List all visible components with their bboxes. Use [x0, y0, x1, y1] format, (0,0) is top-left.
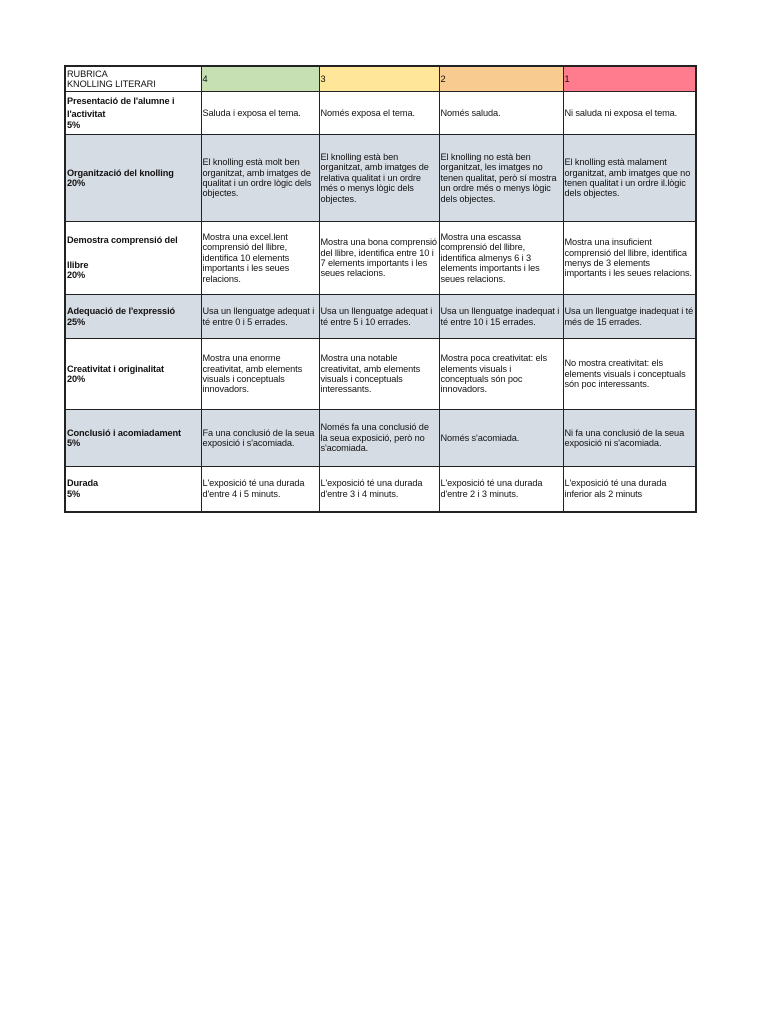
- criterion-name-cont: l'activitat: [67, 109, 106, 120]
- level-header-2: 2: [439, 66, 563, 92]
- descriptor-cell: L'exposició té una durada d'entre 4 i 5 minuts.: [201, 467, 319, 512]
- descriptor-cell: Mostra una notable creativitat, amb elements visuals i conceptuals interessants.: [319, 339, 439, 410]
- descriptor-cell: Mostra poca creativitat: els elements visuals i conceptuals són poc innovadors.: [439, 339, 563, 410]
- rubric-title-line1: RUBRICA: [67, 69, 108, 79]
- rubric-title-line2: KNOLLING LITERARI: [67, 79, 156, 89]
- criterion-cell: [65, 92, 201, 135]
- criterion-cell: [65, 467, 201, 512]
- criterion-cell: [65, 295, 201, 339]
- descriptor-cell: Usa un llenguatge inadequat i té més de 15 errades.: [563, 295, 696, 339]
- descriptor-cell: Saluda i exposa el tema.: [201, 92, 319, 135]
- criterion-weight: 20%: [67, 178, 86, 188]
- criterion-weight: 25%: [67, 316, 86, 327]
- descriptor-cell: L'exposició té una durada inferior als 2 minuts: [563, 467, 696, 512]
- criterion-row-durada: [65, 467, 696, 512]
- criterion-row-comprensio: [65, 222, 696, 295]
- descriptor-cell: Usa un llenguatge adequat i té entre 0 i 5 errades.: [201, 295, 319, 339]
- descriptor-cell: Mostra una excel.lent comprensió del llibre, identifica 10 elements importants i les seues relacions.: [201, 222, 319, 295]
- criterion-row-creativitat: [65, 339, 696, 410]
- descriptor-cell: El knolling està ben organitzat, amb imatges de relativa qualitat i un ordre més o menys lògic dels objectes.: [319, 135, 439, 222]
- descriptor-cell: Només exposa el tema.: [319, 92, 439, 135]
- header-row: [65, 66, 696, 92]
- criterion-row-organitzacio: [65, 135, 696, 222]
- criterion-name: Organització del knolling: [67, 167, 174, 178]
- descriptor-cell: Usa un llenguatge adequat i té entre 5 i 10 errades.: [319, 295, 439, 339]
- descriptor-cell: Mostra una insuficient comprensió del llibre, identifica menys de 3 elements importants i les seues relacions.: [563, 222, 696, 295]
- criterion-name: Conclusió i acomiadament: [67, 427, 182, 438]
- criterion-cell: [65, 339, 201, 410]
- descriptor-cell: El knolling està molt ben organitzat, amb imatges de qualitat i un ordre lògic dels objectes.: [201, 135, 319, 222]
- criterion-cell: [65, 222, 201, 295]
- criterion-row-adequacio: [65, 295, 696, 339]
- criterion-weight: 5%: [67, 119, 81, 130]
- level-header-3: 3: [319, 66, 439, 92]
- criterion-name: Creativitat i originalitat: [67, 363, 164, 374]
- level-header-1: 1: [563, 66, 696, 92]
- descriptor-cell: Usa un llenguatge inadequat i té entre 10 i 15 errades.: [439, 295, 563, 339]
- criterion-weight: 5%: [67, 488, 81, 499]
- criterion-name: Demostra comprensió del: [67, 235, 178, 246]
- descriptor-cell: El knolling no està ben organitzat, les imatges no tenen qualitat, però sí mostra un ordre més o menys lògic dels objectes.: [439, 135, 563, 222]
- descriptor-cell: Només s'acomiada.: [439, 410, 563, 467]
- descriptor-cell: Mostra una bona comprensió del llibre, identifica entre 10 i 7 elements importants i les seues relacions.: [319, 222, 439, 295]
- criterion-name: Adequació de l'expressió: [67, 306, 176, 317]
- criterion-name: Durada: [67, 478, 99, 489]
- descriptor-cell: Mostra una enorme creativitat, amb elements visuals i conceptuals innovadors.: [201, 339, 319, 410]
- descriptor-cell: Només fa una conclusió de la seua exposició, però no s'acomiada.: [319, 410, 439, 467]
- rubric-title-cell: [65, 66, 201, 92]
- descriptor-cell: Ni fa una conclusió de la seua exposició ni s'acomiada.: [563, 410, 696, 467]
- criterion-row-conclusio: [65, 410, 696, 467]
- descriptor-cell: Mostra una escassa comprensió del llibre, identifica almenys 6 i 3 elements importants i les seues relacions.: [439, 222, 563, 295]
- descriptor-cell: L'exposició té una durada d'entre 2 i 3 minuts.: [439, 467, 563, 512]
- criterion-row-presentacio: [65, 92, 696, 135]
- criterion-weight: 20%: [67, 270, 86, 281]
- criterion-name: Presentació de l'alumne i: [67, 95, 175, 106]
- descriptor-cell: L'exposició té una durada d'entre 3 i 4 minuts.: [319, 467, 439, 512]
- criterion-weight: 5%: [67, 438, 81, 448]
- descriptor-cell: Ni saluda ni exposa el tema.: [563, 92, 696, 135]
- criterion-cell: [65, 410, 201, 467]
- descriptor-cell: No mostra creativitat: els elements visuals i conceptuals són poc interessants.: [563, 339, 696, 410]
- criterion-cell: [65, 135, 201, 222]
- level-header-4: 4: [201, 66, 319, 92]
- rubric-table: [64, 65, 697, 513]
- criterion-name-cont: llibre: [67, 259, 89, 270]
- descriptor-cell: Només saluda.: [439, 92, 563, 135]
- descriptor-cell: El knolling està malament organitzat, amb imatges que no tenen qualitat i un ordre il.lògic dels objectes.: [563, 135, 696, 222]
- criterion-weight: 20%: [67, 374, 86, 384]
- descriptor-cell: Fa una conclusió de la seua exposició i s'acomiada.: [201, 410, 319, 467]
